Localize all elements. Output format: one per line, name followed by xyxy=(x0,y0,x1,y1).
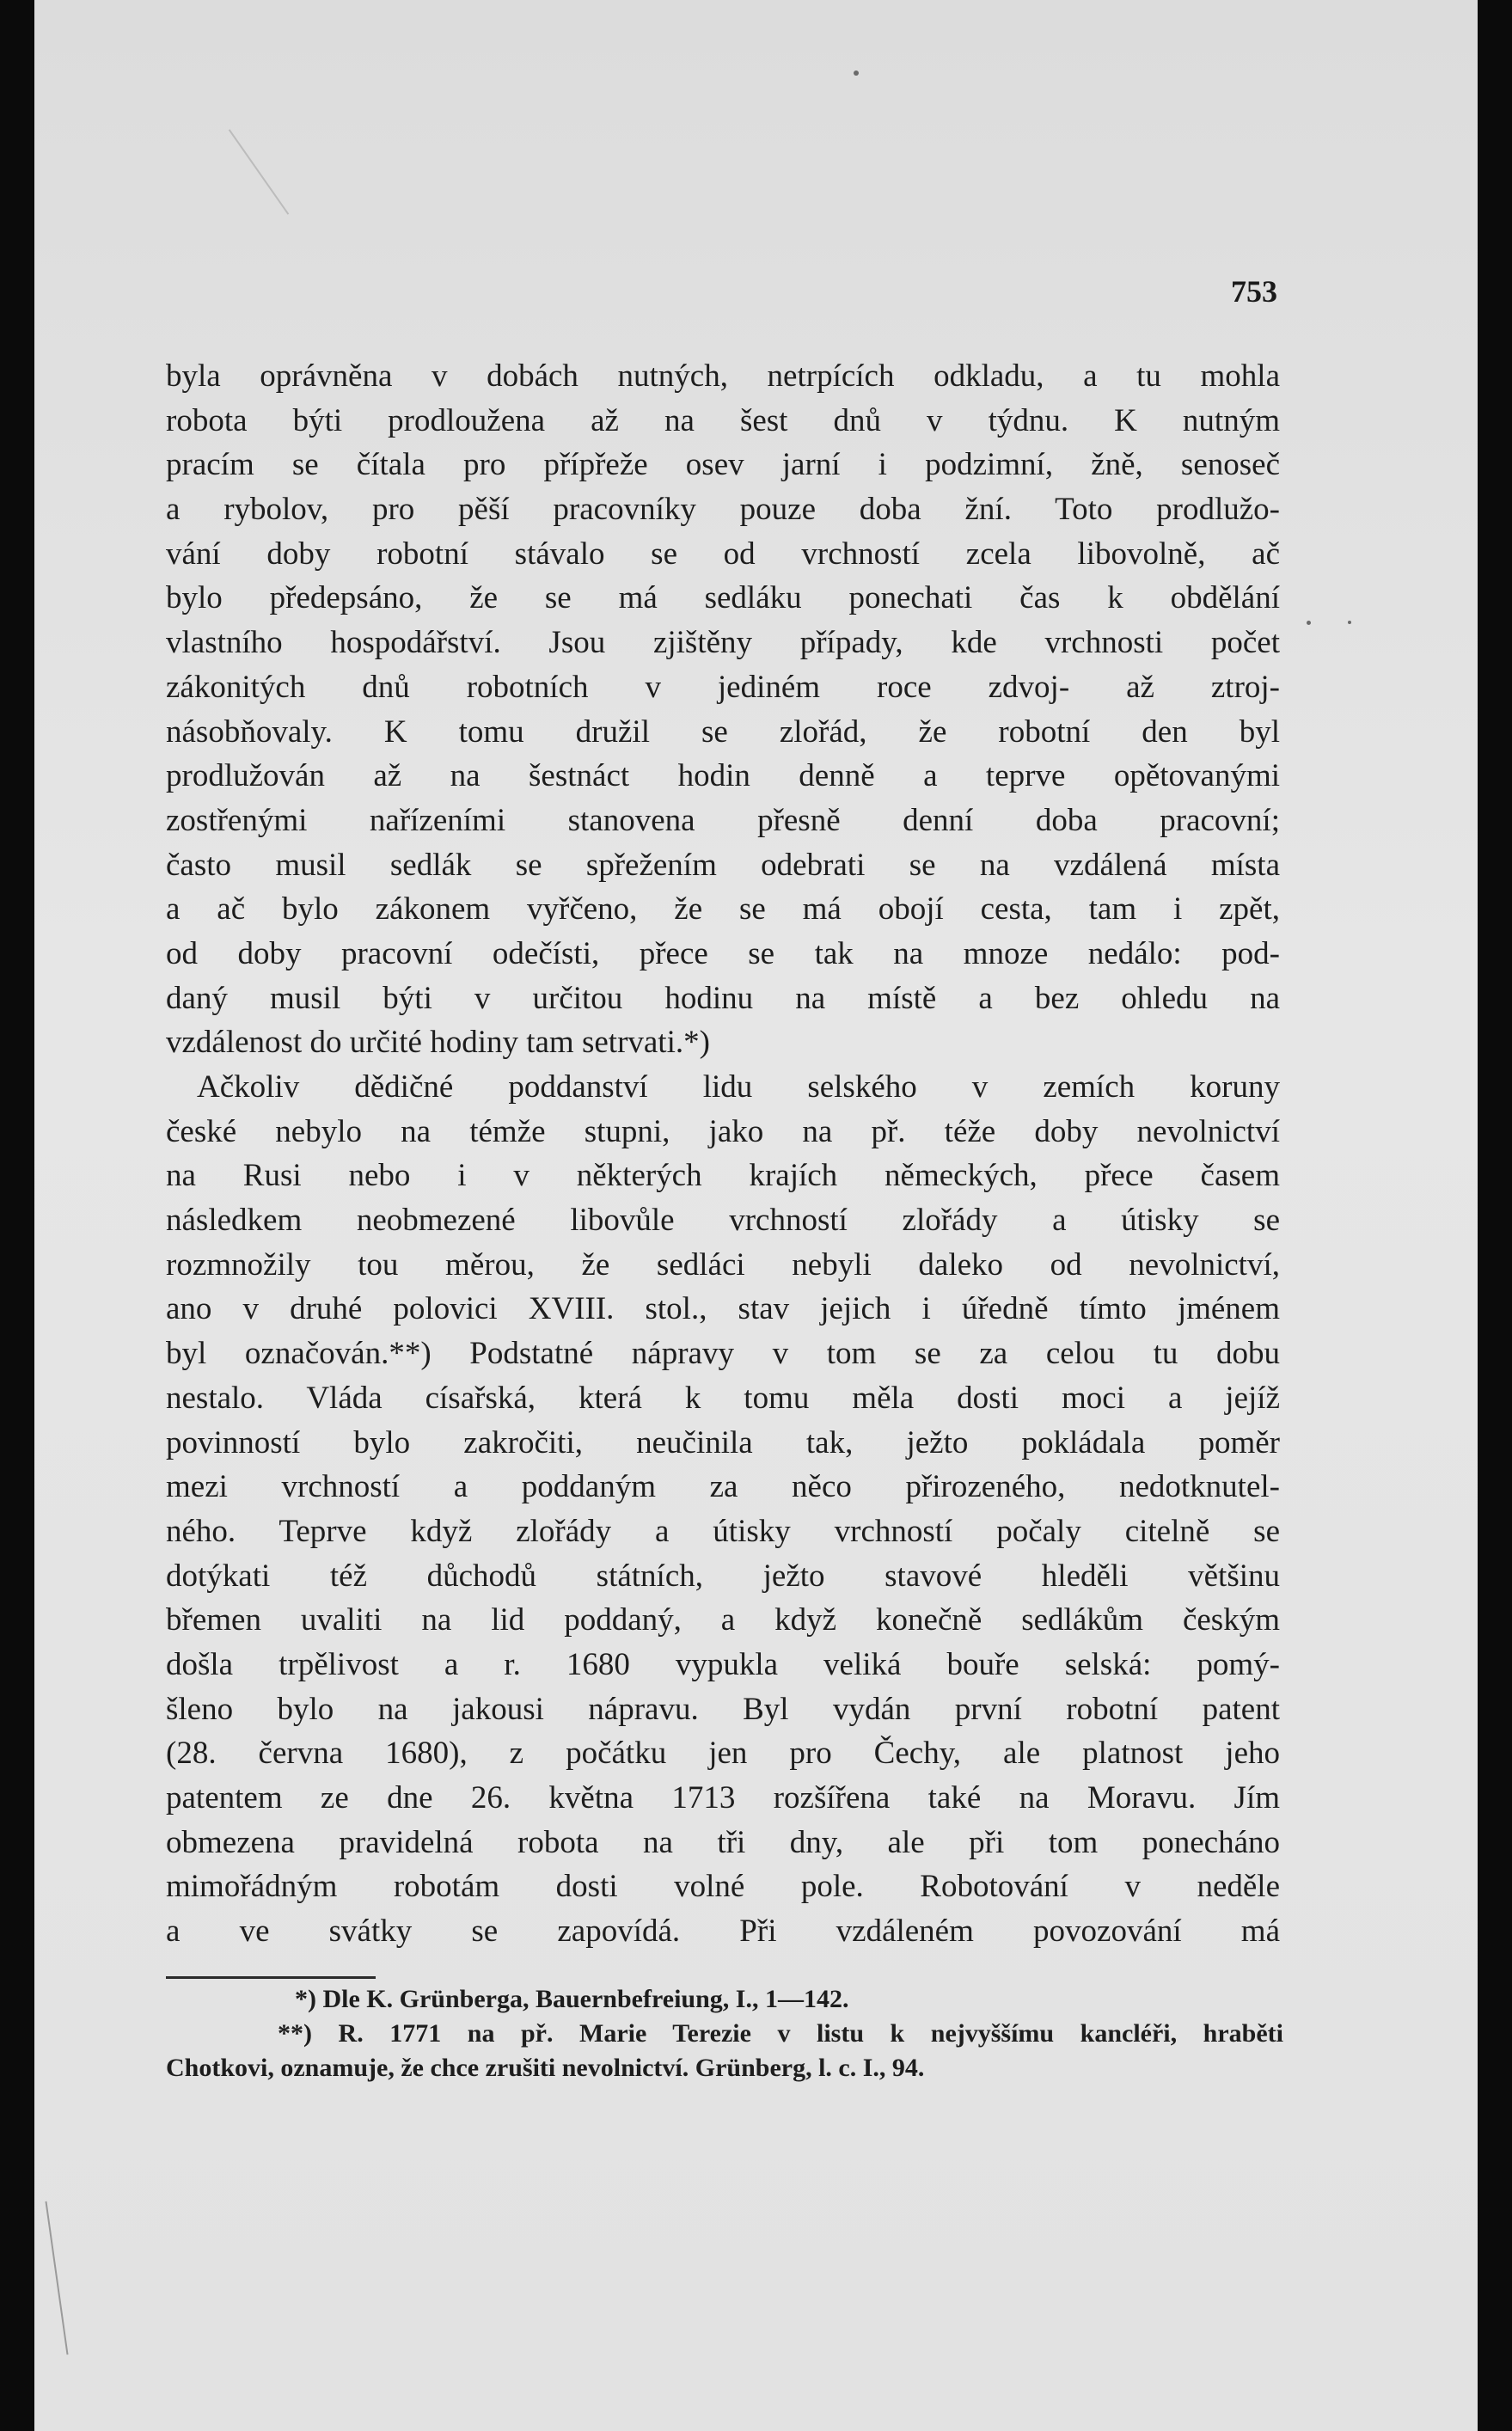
scan-scratch xyxy=(229,129,289,214)
text-line: prodlužován až na šestnáct hodin denně a teprve opětovanými xyxy=(166,758,1280,794)
text-line: zákonitých dnů robotních v jediném roce zdvoj- až ztroj- xyxy=(166,669,1280,705)
scan-speck xyxy=(1348,621,1351,624)
text-line: došla trpělivost a r. 1680 vypukla veliká bouře selská: pomý- xyxy=(166,1646,1280,1682)
text-line: robota býti prodloužena až na šest dnů v týdnu. K nutným xyxy=(166,402,1280,438)
text-line: ano v druhé polovici XVIII. stol., stav jejich i úředně tímto jménem xyxy=(166,1291,1280,1327)
footnote-1: *) Dle K. Grünberga, Bauernbefreiung, I., 1—142. xyxy=(295,1985,849,2013)
text-line: mezi vrchností a poddaným za něco přirozeného, nedotknutel- xyxy=(166,1469,1280,1505)
book-page xyxy=(34,0,1478,2431)
scan-speck xyxy=(854,70,859,76)
text-line: obmezena pravidelná robota na tři dny, ale při tom ponecháno xyxy=(166,1824,1280,1860)
text-line: vání doby robotní stávalo se od vrchností zcela libovolně, ač xyxy=(166,536,1280,572)
paragraph-end-line: vzdálenost do určité hodiny tam setrvati.*) xyxy=(166,1025,710,1061)
scan-scratch xyxy=(45,2201,68,2355)
text-line: (28. června 1680), z počátku jen pro Čechy, ale platnost jeho xyxy=(166,1736,1280,1772)
text-line: břemen uvaliti na lid poddaný, a když konečně sedlákům českým xyxy=(166,1602,1280,1638)
text-line: často musil sedlák se spřežením odebrati se na vzdálená místa xyxy=(166,847,1280,883)
footnote-2: **) R. 1771 na př. Marie Terezie v listu k nejvyššímu kancléři, hraběti xyxy=(278,2019,1283,2048)
text-line: zostřenými nařízeními stanovena přesně denní doba pracovní; xyxy=(166,802,1280,838)
text-line: následkem neobmezené libovůle vrchností zlořády a útisky se xyxy=(166,1203,1280,1239)
text-line: rozmnožily tou měrou, že sedláci nebyli daleko od nevolnictví, xyxy=(166,1246,1280,1283)
text-line: byl označován.**) Podstatné nápravy v tom se za celou tu dobu xyxy=(166,1336,1280,1372)
footnote-separator xyxy=(166,1976,376,1979)
text-line: byla oprávněna v dobách nutných, netrpících odkladu, a tu mohla xyxy=(166,358,1280,394)
text-line: dotýkati též důchodů státních, ježto stavové hleděli většinu xyxy=(166,1558,1280,1594)
text-line: české nebylo na témže stupni, jako na př. téže doby nevolnictví xyxy=(166,1113,1280,1149)
text-line: nestalo. Vláda císařská, která k tomu měla dosti moci a jejíž xyxy=(166,1380,1280,1416)
text-line: bylo předepsáno, že se má sedláku ponechati čas k obdělání xyxy=(166,580,1280,616)
text-line: a rybolov, pro pěší pracovníky pouze doba žní. Toto prodlužo- xyxy=(166,492,1280,528)
text-line: povinností bylo zakročiti, neučinila tak, ježto pokládala poměr xyxy=(166,1424,1280,1460)
text-line: na Rusi nebo i v některých krajích německých, přece časem xyxy=(166,1158,1280,1194)
page-number: 753 xyxy=(1231,274,1277,309)
text-line: a ve svátky se zapovídá. Při vzdáleném povozování má xyxy=(166,1914,1280,1950)
text-line: vlastního hospodářství. Jsou zjištěny případy, kde vrchnosti počet xyxy=(166,625,1280,661)
scan-speck xyxy=(1307,621,1311,625)
text-line: ného. Teprve když zlořády a útisky vrchností počaly citelně se xyxy=(166,1513,1280,1549)
text-line: pracím se čítala pro přípřeže osev jarní i podzimní, žně, senoseč xyxy=(166,447,1280,483)
text-line: mimořádným robotám dosti volné pole. Robotování v neděle xyxy=(166,1869,1280,1905)
footnotes xyxy=(166,1982,1283,2085)
text-line: patentem ze dne 26. května 1713 rozšířena také na Moravu. Jím xyxy=(166,1780,1280,1816)
body-text xyxy=(166,354,1280,1954)
text-line: daný musil býti v určitou hodinu na místě a bez ohledu na xyxy=(166,980,1280,1016)
text-line: a ač bylo zákonem vyřčeno, že se má obojí cesta, tam i zpět, xyxy=(166,891,1280,928)
text-line: od doby pracovní odečísti, přece se tak na mnoze nedálo: pod- xyxy=(166,935,1280,971)
text-line: šleno bylo na jakousi nápravu. Byl vydán první robotní patent xyxy=(166,1691,1280,1727)
text-line: násobňovaly. K tomu družil se zlořád, že robotní den byl xyxy=(166,713,1280,750)
paragraph-start-line: Ačkoliv dědičné poddanství lidu selského v zemích koruny xyxy=(197,1069,1280,1105)
footnote-2-continuation: Chotkovi, oznamuje, že chce zrušiti nevolnictví. Grünberg, l. c. I., 94. xyxy=(166,2054,925,2082)
